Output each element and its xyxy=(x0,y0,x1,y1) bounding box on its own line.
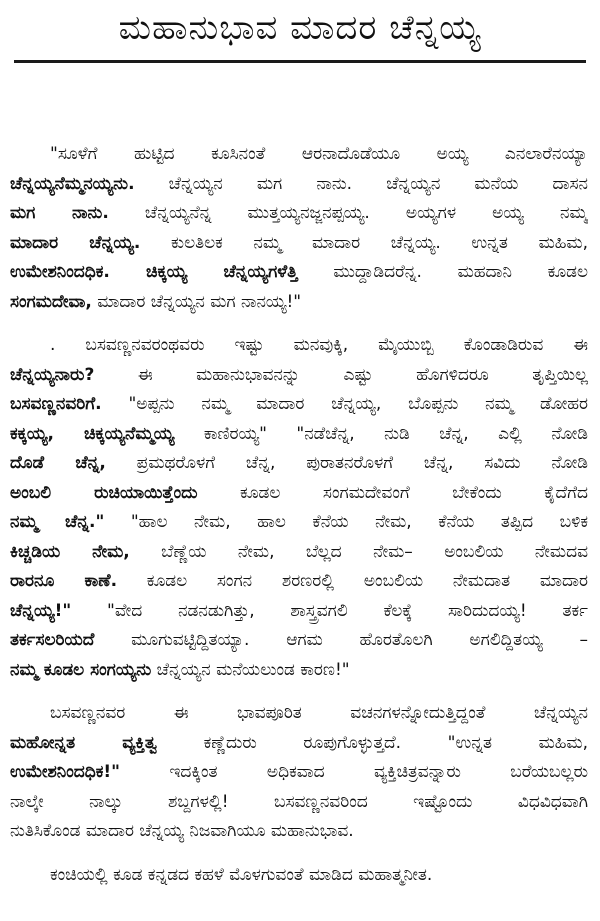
text-line xyxy=(10,817,588,847)
text-line xyxy=(10,758,588,788)
bold-run: ಮಹೋನ್ನತ ವ್ಯಕ್ತಿತ್ವ xyxy=(10,732,157,753)
text-line xyxy=(10,479,588,509)
bold-run: ಚೆನ್ನಯ್ಯನೆಮ್ಮನಯ್ಯನು. xyxy=(10,173,135,194)
text-line xyxy=(10,508,588,538)
bold-run: ಮಗ ನಾನು. xyxy=(10,203,109,223)
text-run: ಬಸವಣ್ಣನವರ ಈ ಭಾವಪೂರಿತ ವಚನಗಳನ್ನೋದುತ್ತಿದ್ದಂತೆ ಚೆನ್ನಯ್ಯನ xyxy=(50,703,588,723)
page-title: ಮಹಾನುಭಾವ ಮಾದರ ಚೆನ್ನಯ್ಯ xyxy=(118,8,482,48)
paragraph xyxy=(10,861,588,891)
title-underline xyxy=(14,60,586,63)
text-run: "ಸೂಳೆಗೆ ಹುಟ್ಟಿದ ಕೂಸಿನಂತೆ ಆರನಾದೊಡೆಯೂ ಅಯ್ಯ ಎನಲಾರೆನಯ್ಯಾ xyxy=(50,144,588,164)
text-run: ಮಾದಾರ ಚೆನ್ನಯ್ಯನ ಮಗ ನಾನಯ್ಯ!" xyxy=(91,291,302,312)
text-run: ನುತಿಸಿಕೊಂಡ ಮಾದಾರ ಚೆನ್ನಯ್ಯ ನಿಜವಾಗಿಯೂ ಮಹಾನುಭಾವ. xyxy=(10,821,354,841)
paragraph xyxy=(10,699,588,847)
bold-run: ತರ್ಕಸಲರಿಯದೆ xyxy=(10,630,95,650)
paragraph xyxy=(10,140,588,317)
text-run: ಕುಲತಿಲಕ ನಮ್ಮ ಮಾದಾರ ಚೆನ್ನಯ್ಯ. ಉನ್ನತ ಮಹಿಮ, xyxy=(140,232,588,253)
paragraph xyxy=(10,331,588,685)
text-line xyxy=(10,567,588,597)
text-line xyxy=(10,420,588,450)
bold-run: ಚೆನ್ನಯ್ಯ!" xyxy=(10,600,72,621)
text-line xyxy=(10,597,588,627)
body-text xyxy=(10,140,588,904)
bold-run: ಕಿಚ್ಚಡಿಯ ನೇಮ, xyxy=(10,541,130,562)
text-line xyxy=(10,729,588,759)
bold-run: ಉಮೇಶನಿಂದಧಿಕ!" xyxy=(10,762,121,782)
text-run: ಚೆನ್ನಯ್ಯನೆನ್ನ ಮುತ್ತಯ್ಯನಜ್ಜನಪ್ಪಯ್ಯ. ಅಯ್ಯಗಳ ಅಯ್ಯ ನಮ್ಮ xyxy=(108,203,588,223)
text-run: "ಅಪ್ಪನು ನಮ್ಮ ಮಾದಾರ ಚೆನ್ನಯ್ಯ, ಬೊಪ್ಪನು ನಮ್ಮ ಡೋಹರ xyxy=(101,394,588,414)
text-run: ಪ್ರಮಥರೊಳಗೆ ಚೆನ್ನ, ಪುರಾತನರೊಳಗೆ ಚೆನ್ನ, ಸವಿದು ನೋಡಿ xyxy=(105,453,588,473)
text-line xyxy=(10,656,588,686)
text-line xyxy=(10,331,588,361)
text-line xyxy=(10,288,588,318)
bold-run: ಮಾದಾರ ಚೆನ್ನಯ್ಯ. xyxy=(10,232,141,253)
text-line xyxy=(10,258,588,288)
text-run: ಚೆನ್ನಯ್ಯನ ಮನೆಯಲುಂಡ ಕಾರಣ!" xyxy=(151,659,350,680)
text-line xyxy=(10,390,588,420)
text-run: ಮುದ್ದಾಡಿದರೆನ್ನ. ಮಹದಾನಿ ಕೂಡಲ xyxy=(297,262,588,282)
text-line xyxy=(10,229,588,259)
text-run: ಕಾಣಿರಯ್ಯ" "ನಡೆಚೆನ್ನ, ನುಡಿ ಚೆನ್ನ, ಎಲ್ಲಿ ನೋಡಿ xyxy=(174,423,588,444)
bold-run: ಅಂಬಲಿ ರುಚಿಯಾಯಿತ್ತೆಂದು xyxy=(10,482,198,503)
text-line xyxy=(10,170,588,200)
text-run: ಬೆಣ್ಣೆಯ ನೇಮ, ಬೆಲ್ಲದ ನೇಮ– ಅಂಬಲಿಯ ನೇಮದವ xyxy=(129,541,588,562)
text-run: ಕೂಡಲ ಸಂಗಮದೇವಂಗೆ ಬೇಕೆಂದು ಕೈದೆಗೆದ xyxy=(197,482,588,503)
bold-run: ರಾರನೂ ಕಾಣೆ. xyxy=(10,571,118,591)
bold-run: ಉಮೇಶನಿಂದಧಿಕ. ಚಿಕ್ಕಯ್ಯ ಚೆನ್ನಯ್ಯಗಳೆತ್ತಿ xyxy=(10,262,298,282)
text-run: ನಾಲ್ಕೇ ನಾಲ್ಕು ಶಬ್ದಗಳಲ್ಲಿ! ಬಸವಣ್ಣನವರಿಂದ ಇಷ್ಟೊಂದು ವಿಧವಿಧವಾಗಿ xyxy=(10,791,588,812)
text-run: ಕಣ್ಣೆದುರು ರೂಪುಗೊಳ್ಳುತ್ತದೆ. "ಉನ್ನತ ಮಹಿಮ, xyxy=(156,732,588,753)
bold-run: ನಮ್ಮ ಚೆನ್ನ." xyxy=(10,512,105,532)
text-line xyxy=(10,140,588,170)
text-line xyxy=(10,788,588,818)
bold-run: ಕಕ್ಕಯ್ಯ, ಚಿಕ್ಕಯ್ಯನೆಮ್ಮಯ್ಯ xyxy=(10,423,175,444)
text-line xyxy=(10,538,588,568)
text-line xyxy=(10,361,588,391)
text-run: ಮೂಗುವಟ್ಟಿದ್ದಿತಯ್ಯಾ. ಆಗಮ ಹೊರತೊಲಗಿ ಅಗಲಿದ್ದಿತಯ್ಯ – xyxy=(94,630,588,650)
text-run: "ವೇದ ನಡನಡುಗಿತ್ತು, ಶಾಸ್ತ್ರವಗಲಿ ಕೆಲಕ್ಕೆ ಸಾರಿದುದಯ್ಯ! ತರ್ಕ xyxy=(71,600,588,621)
text-line xyxy=(10,449,588,479)
text-run: ಈ ಮಹಾನುಭಾವನನ್ನು ಎಷ್ಟು ಹೊಗಳಿದರೂ ತೃಪ್ತಿಯಿಲ್ಲ xyxy=(94,364,588,385)
text-run: ಇದಕ್ಕಿಂತ ಅಧಿಕವಾದ ವ್ಯಕ್ತಿಚಿತ್ರವನ್ನಾರು ಬರೆಯಬಲ್ಲರು xyxy=(120,762,588,782)
bold-run: ನಮ್ಮ ಕೂಡಲ ಸಂಗಯ್ಯನು xyxy=(10,659,152,680)
text-run: ಚೆನ್ನಯ್ಯನ ಮಗ ನಾನು. ಚೆನ್ನಯ್ಯನ ಮನೆಯ ದಾಸನ xyxy=(134,173,588,194)
text-line xyxy=(10,626,588,656)
text-run: ಕಂಚಿಯಲ್ಲಿ ಕೂಡ ಕನ್ನಡದ ಕಹಳೆ ಮೊಳಗುವಂತೆ ಮಾಡಿದ ಮಹಾತ್ಮನೀತ. xyxy=(50,864,433,885)
text-run: ಕೂಡಲ ಸಂಗನ ಶರಣರಲ್ಲಿ ಅಂಬಲಿಯ ನೇಮದಾತ ಮಾದಾರ xyxy=(117,571,588,591)
text-line xyxy=(10,861,588,891)
text-line xyxy=(10,699,588,729)
bold-run: ದೊಡೆ ಚೆನ್ನ, xyxy=(10,453,106,473)
bold-run: ಬಸವಣ್ಣನವರಿಗೆ. xyxy=(10,394,102,414)
text-line xyxy=(10,199,588,229)
bold-run: ಚೆನ್ನಯ್ಯನಾರು? xyxy=(10,364,95,385)
bold-run: ಸಂಗಮದೇವಾ, xyxy=(10,291,92,312)
text-run: . ಬಸವಣ್ಣನವರಂಥವರು ಇಷ್ಟು ಮನವುಕ್ಕಿ, ಮೈಯುಬ್ಬಿ ಕೊಂಡಾಡಿರುವ ಈ xyxy=(50,335,588,355)
text-run: "ಹಾಲ ನೇಮ, ಹಾಲ ಕೆನೆಯ ನೇಮ, ಕೆನೆಯ ತಪ್ಪಿದ ಬಳಿಕ xyxy=(104,512,588,532)
